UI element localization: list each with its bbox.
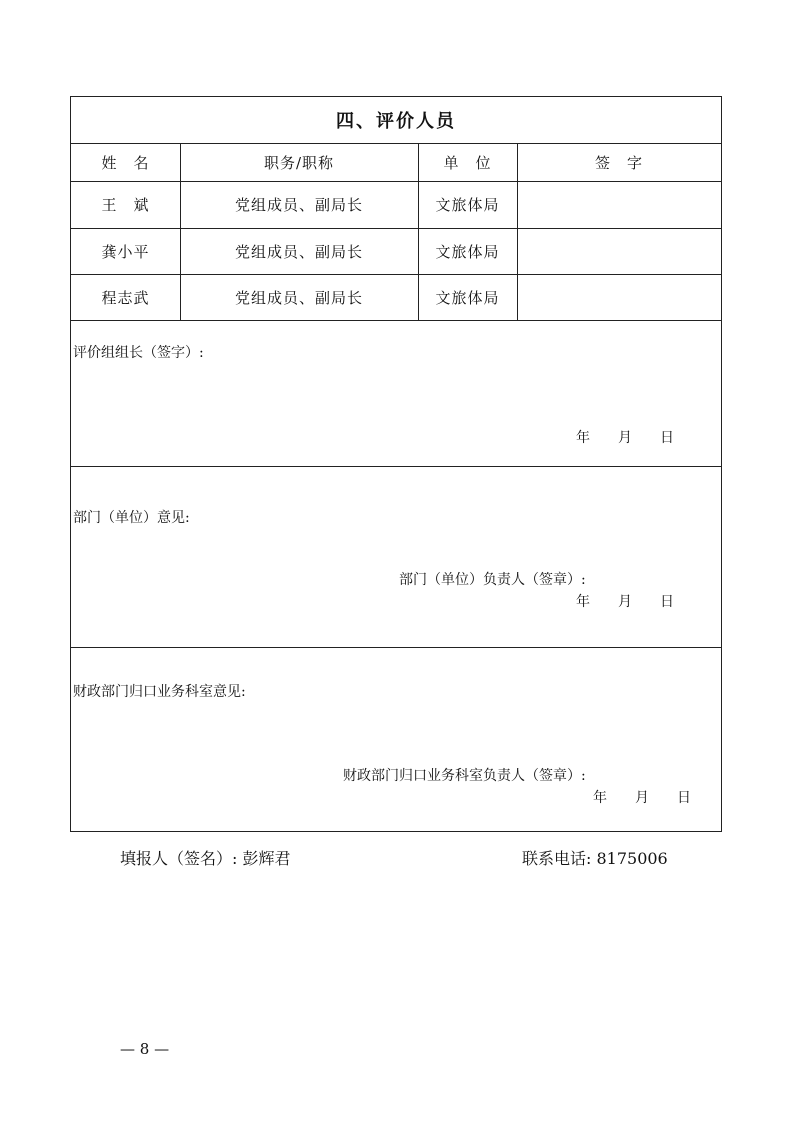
dept-head-sign-label: 部门（单位）负责人（签章）:: [399, 572, 586, 588]
header-name: 姓 名: [101, 153, 150, 172]
row-signature-field[interactable]: [517, 274, 721, 320]
header-signature: 签 字: [594, 153, 643, 172]
evaluation-form-table: [70, 96, 722, 832]
finance-opinion-label: 财政部门归口业务科室意见:: [73, 684, 246, 700]
page-number: — 8 —: [120, 1040, 170, 1058]
leader-sign-label: 评价组组长（签字）:: [73, 345, 204, 361]
row-name: 王 斌: [101, 196, 150, 214]
row-position: 党组成员、副局长: [234, 242, 363, 261]
row-unit: 文旅体局: [435, 242, 500, 261]
contact-phone: 联系电话: 8175006: [522, 849, 668, 868]
filler-signature: 填报人（签名）: 彭辉君: [120, 849, 291, 868]
row-name: 程志武: [101, 288, 150, 307]
header-unit: 单 位: [443, 153, 492, 172]
table-rule: [71, 466, 721, 467]
row-unit: 文旅体局: [435, 288, 500, 307]
row-signature-field[interactable]: [517, 181, 721, 228]
section-title: 四、评价人员: [336, 111, 456, 132]
row-name: 龚小平: [101, 242, 150, 261]
row-position: 党组成员、副局长: [234, 288, 363, 307]
table-rule: [71, 320, 721, 321]
row-signature-field[interactable]: [517, 228, 721, 274]
row-unit: 文旅体局: [435, 196, 500, 214]
dept-sign-date: 年 月 日: [576, 594, 674, 610]
row-position: 党组成员、副局长: [234, 196, 363, 214]
table-rule: [71, 647, 721, 648]
dept-opinion-label: 部门（单位）意见:: [73, 510, 190, 526]
finance-sign-date: 年 月 日: [593, 790, 691, 806]
finance-head-sign-label: 财政部门归口业务科室负责人（签章）:: [343, 768, 586, 784]
leader-sign-date: 年 月 日: [576, 430, 674, 446]
header-position: 职务/职称: [263, 153, 335, 172]
